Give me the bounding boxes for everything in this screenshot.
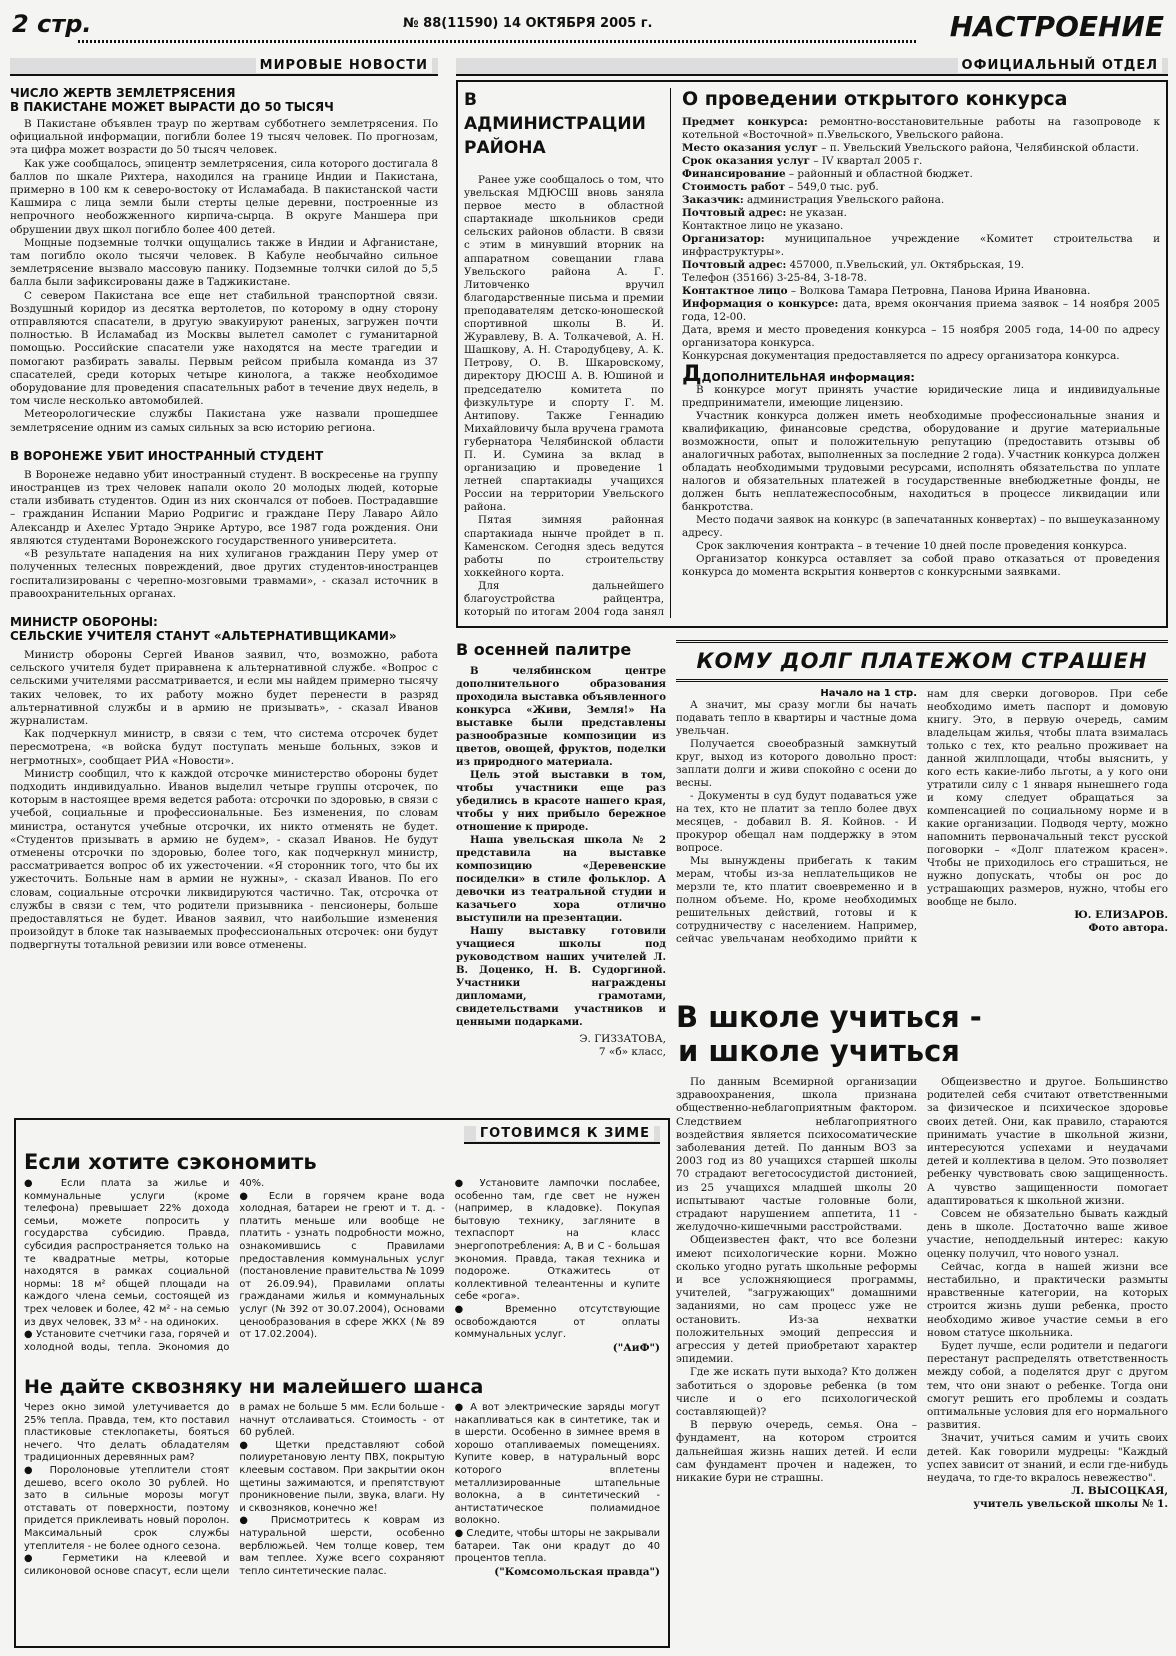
rubric-world-news: МИРОВЫЕ НОВОСТИ	[10, 58, 438, 76]
article-body	[10, 118, 438, 435]
paragraph: ● Временно отсутствующие освобождаются от оплаты коммунальных услуг.	[454, 1303, 660, 1341]
contest-value: Телефон (35166) 3-25-84, 3-18-78.	[682, 272, 867, 284]
article-title: В школе учиться -	[676, 1000, 982, 1034]
paragraph: Ранее уже сообщалось о том, что увельская МДЮСШ вновь заняла первое место в областной спартакиаде школьников среди сельских районов области. В связи с этим в минувший вторник на аппаратном совещании глава Увельского района А. Г. Литовченко вручил благодарственные письма и премии преподавателям детско-юношеской спортивной школы В. И. Журавлеву, В. А. Толкачевой, А. Н. Шашкову, А. Н. Стародубцеву, А. К. Петрову, О. В. Шкаровскому, директору ДЮСШ А. В. Юшиной и председателю комитета по физкультуре и спорту Г. М. Антипову. Также Геннадию Михайловичу была вручена грамота губернатора Челябинской области П. И. Сумина за вклад в организацию и проведение 1 летней спартакиады учащихся России на территории Увельского района.	[464, 174, 664, 514]
paragraph: По данным Всемирной организации здравоохранения, школа признана общественно-неблагоприятным фактором. Следствием неблагоприятного воздействия является психосоматические заболевания детей. По данным ВОЗ за 2003 год из 80 учащихся старшей школы 70 страдают вегетососудистой дистонией, из 25 учащихся младшей школы 20 испытывают частые головные боли, страдают нарушением аппетита, 11 - желудочно-кишечными расстройствами.	[676, 1076, 917, 1234]
paragraph: ● Поролоновые утеплители стоят дешево, всего около 30 рублей. Но зато в сильные морозы могут отставать от поверхности, поэтому придется приклеивать новый поролон. Максимальный срок службы утеплителя - не более одного сезона.	[24, 1464, 230, 1552]
article-title: Если хотите сэкономить	[24, 1150, 317, 1174]
paragraph: Где же искать пути выхода? Кто должен заботиться о здоровье ребенка (в том числе и о его психологической составляющей)?	[676, 1366, 917, 1419]
contest-line	[682, 168, 1160, 181]
article-title: ЧИСЛО ЖЕРТВ ЗЕМЛЕТРЯСЕНИЯ	[10, 86, 236, 100]
contest-line	[682, 155, 1160, 168]
paragraph: ● Если в горячем кране вода холодная, батареи не греют и т. д. - платить меньше или вообще не платить - узнать подробности можно, ознакомившись с Правилами предоставления коммунальных услуг (постановление правительства № 1099 от 26.09.94), Правилами оплаты гражданами жилья и коммунальных услуг (№ 392 от 30.07.2004), Основами ценообразования в сфере ЖКХ (№ 89 от 17.02.2004).	[239, 1190, 445, 1341]
paragraph: Метеорологические службы Пакистана уже назвали прошедшее землетрясение одним из самых сильных за всю историю региона.	[10, 408, 438, 434]
paragraph: Как уже сообщалось, эпицентр землетрясения, сила которого достигала 8 баллов по шкале Рихтера, находился на границе Индии и Пакистана, примерно в 100 км к северо-востоку от Исламабада. В пакистанской части Кашмира с лица земли были стерты целые деревни, построенные из непрочного необожженного кирпича-сырца. В округе Маншера при обрушении двух школ погибло более 400 детей.	[10, 157, 438, 236]
contest-details	[682, 116, 1160, 363]
contest-value: – п. Увельский Увельского района, Челябинской области.	[817, 142, 1139, 154]
page-number: 2 стр.	[12, 10, 92, 38]
paragraph: ● Следите, чтобы шторы не закрывали батареи. Так они крадут до 40 процентов тепла.	[454, 1527, 660, 1565]
school-article	[676, 1000, 1168, 1650]
paragraph: В Воронеже недавно убит иностранный студент. В воскресенье на группу иностранцев из трех человек напали около 20 молодых людей, которые стали избивать студентов. Один из них скончался от побоев. Пострадавшие – гражданин Испании Марио Родригис и граждане Перу Лаваро Айло Александр и Ахелес Уртадо Энрике Артуро, все 1987 года рождения. Они являются студентами Воронежского государственного университета.	[10, 468, 438, 547]
paragraph: ● Установите счетчики газа, горячей и холодной воды, тепла. Экономия до 40%.	[24, 1178, 265, 1353]
paragraph: Мы вынуждены прибегать к таким мерам, чтобы из-за неплательщиков не мерзли те, кто платит своевременно и в полном объеме. Но, кроме необходимых решительных действий, готовы и к сотрудничеству с населением. Например, сейчас увельчанам необходимо прийти к нам для сверки договоров. При себе необходимо иметь паспорт и домовую книгу. Это, в первую очередь, самим владельцам жилья, чтобы плата взималась только с тех, кто реально проживает на данной жилплощади, чтобы выяснить, у кого есть какие-либо льготы, а у кого они утратили силу с 1 января нынешнего года и кому следует обращаться за компенсацией по социальному норме и в какие организации. Подводя черту, можно напомнить первоначальный текст русской поговорки – «Долг платежом красен». Чтобы не приходилось его страшиться, не нужно допускать, чтобы он рос до устрашающих размеров, нужно, чтобы его вообще не было.	[676, 688, 1168, 945]
signature: Ю. ЕЛИЗАРОВ.	[1074, 909, 1168, 921]
paragraph: Значит, учиться самим и учить своих детей. Как говорили мудрецы: "Каждый успех зависит от знаний, и если где-нибудь неудача, то где-то вкралось невежество".	[927, 1432, 1168, 1485]
photo-credit: Фото автора.	[1088, 922, 1168, 934]
contest-line	[682, 259, 1160, 272]
drop-letter: Д	[682, 362, 702, 387]
article-body	[682, 384, 1160, 579]
contest-line	[682, 350, 1160, 363]
contest-value: Дата, время и место проведения конкурса – 15 ноября 2005 года, 14-00 по адресу организатора конкурса.	[682, 324, 1160, 349]
signature: учитель увельской школы № 1.	[973, 1498, 1168, 1511]
paragraph: Министр сообщил, что к каждой отсрочке министерство обороны будет подходить индивидуально. Иванов выделил четыре группы отсрочек, по которым в настоящее время ведется работа: отсрочки по здоровью, в связи с учебой, социальные и профессиональные. Без изменения, по словам министра, останутся учебные отсрочки, их никто отменять не будет. «Студентов призывать в армию не будем», - сказал Иванов. Не будут отменены отсрочки по здоровью, более того, как подчеркнул министр, рассматривается вопрос об их ужесточении. «Я сторонник того, что бы их ужесточить. Больные нам в армии не нужны», - сказал Иванов. По его словам, социальные отсрочки ликвидируются частично. Так, отсрочка от службы в связи с тем, что родители призывника - пенсионеры, больше предоставляться не будет. Иванов заявил, что наибольшие изменения произойдут в блоке так называемых профессиональных отсрочек: они будут подвергнуты тотальной ревизии или вовсе отменены.	[10, 767, 438, 952]
paragraph: ● Установите лампочки послабее, особенно там, где свет не нужен (например, в кладовке). Покупая бытовую технику, загляните в техпаспорт на класс энергопотребления: А, В и С - большая экономия. Правда, такая техника и подороже. Откажитесь от коллективной телеантенны и купите себе «рога».	[454, 1178, 660, 1303]
contest-value: – Волкова Тамара Петровна, Панова Ирина Ивановна.	[787, 285, 1091, 297]
paragraph: «В результате нападения на них хулиганов гражданин Перу умер от полученных телесных повреждений, двое других студентов-иностранцев госпитализированы с черепно-мозговыми травмами», - сказал источник в правоохранительных органах.	[10, 548, 438, 600]
article-title: В ПАКИСТАНЕ МОЖЕТ ВЫРАСТИ ДО 50 ТЫСЯЧ	[10, 100, 334, 114]
source-credit: ("АиФ")	[612, 1341, 660, 1354]
contest-value: Конкурсная документация предоставляется по адресу организатора конкурса.	[682, 350, 1120, 362]
contest-key: Почтовый адрес:	[682, 207, 787, 219]
paragraph: ● Щетки представляют собой полиуретановую ленту ПВХ, покрытую клеевым составом. При закрытии окон щетины зажимаются, и препятствуют проникновение пыли, звука, влаги. Ну и сквозняков, конечно же!	[239, 1439, 445, 1514]
article-body	[464, 174, 664, 620]
article-title: Не дайте сквозняку ни малейшего шанса	[24, 1376, 484, 1398]
contest-line	[682, 181, 1160, 194]
contest-value: дата, время окончания приема заявок – 14 ноября 2005 года, 12-00.	[682, 298, 1160, 323]
contest-key: Финансирование	[682, 168, 786, 180]
paragraph: Получается своеобразный замкнутый круг, выход из которого довольно прост: заплати долги и живи спокойно с осени до весны.	[676, 738, 917, 789]
column-divider	[670, 88, 671, 618]
paragraph: Как подчеркнул министр, в связи с тем, что система отсрочек будет пересмотрена, «в войска будут поступать меньше больных, зэков и негрмотных», сообщает РИА «Новости».	[10, 728, 438, 767]
paragraph: Будет лучше, если родители и педагоги перестанут распределять ответственность между собой, а поделятся друг с другом тем, что они знают о ребенке. Тогда они смогут решить его проблемы и создать оптимальные условия для его нормального развития.	[927, 1340, 1168, 1432]
contest-line	[682, 298, 1160, 324]
paragraph: Участник конкурса должен иметь необходимые профессиональные знания и квалификацию, финансовые средства, оборудование и другие материальные возможности, опыт и положительную репутацию (предоставить отзывы об аналогичных работах, выполненных за последние 2 года). Участник конкурса должен обладать необходимыми трудовыми ресурсами, исполнять обязательства по уплате налогов и обязательных платежей в государственные внебюджетные фонды, не должен быть неплатежеспособным, находиться в процессе ликвидации или банкротства.	[682, 410, 1160, 513]
paragraph: Место подачи заявок на конкурс (в запечатанных конвертах) – по вышеуказанному адресу.	[682, 514, 1160, 539]
paragraph: С севером Пакистана все еще нет стабильной транспортной связи. Воздушный коридор из десятка вертолетов, по которому в одну сторону отправляются спасатели, в другую эвакуируют раненых, загружен почти полностью. В Исламабад из Москвы вылетел самолет с гуманитарной помощью. Российские спасатели уже находятся на месте трагедии и помогают разбирать завалы. Первым рейсом прибыла команда из 37 спасателей, среди которых четыре кинолога, а также необходимое оборудование для проведения спасательных работ в течение двух недель, в том числе несколько автомобилей.	[10, 289, 438, 408]
paragraph: Общеизвестен факт, что все болезни имеют психологические корни. Можно сколько угодно ругать школьные реформы и все усложняющиеся программы, учителей, "загружающих" домашними заданиями, но сам процесс уже не остановить. Из-за нехватки положительных эмоций депрессия и агрессия у детей приобретают характер эпидемии.	[676, 1234, 917, 1366]
paragraph: Общеизвестно и другое. Большинство родителей себя считают ответственными за физическое и психическое здоровье своих детей. Они, как правило, стараются принимать участие в школьной жизни, интересуются успехами и неудачами детей и коллектива в целом. Это позволяет ребенку чувствовать свою защищенность. А чувство защищенности помогает адаптироваться к школьной жизни.	[927, 1076, 1168, 1207]
paragraph: Срок заключения контракта – в течение 10 дней после проведения конкурса.	[696, 540, 1127, 552]
article-title: В ВОРОНЕЖЕ УБИТ ИНОСТРАННЫЙ СТУДЕНТ	[10, 448, 324, 463]
contest-line	[682, 207, 1160, 220]
paragraph: ● Герметики на клеевой и силиконовой основе спасут, если щели в рамах не больше 5 мм. Если больше - начнут отслаиваться. Стоимость - от 60 рублей.	[24, 1402, 445, 1577]
contest-value: Контактное лицо не указано.	[682, 220, 844, 232]
contest-value: администрация Увельского района.	[743, 194, 945, 206]
extra-info-label: ДОПОЛНИТЕЛЬНАЯ информация:	[701, 371, 915, 384]
issue-line: № 88(11590) 14 ОКТЯБРЯ 2005 г.	[403, 16, 653, 31]
article-title: В осенней палитре	[456, 640, 632, 659]
rubric-official: ОФИЦИАЛЬНЫЙ ОТДЕЛ	[456, 58, 1168, 76]
article-body	[676, 688, 1168, 946]
admin-article	[464, 88, 664, 620]
paragraph: Совсем не обязательно бывать каждый день в школе. Достаточно ваше живое участие, неподдельный интерес: какую оценку получил, что нового узнал.	[927, 1208, 1168, 1260]
contest-value: ремонтно-восстановительные работы на газопроводе к котельной «Восточной» п.Увельского, Увельского района.	[682, 116, 1160, 141]
paragraph: - Документы в суд будут подаваться уже на тех, кто не платит за тепло более двух месяцев, - добавил В. Я. Койнов. - И прокурор обещал нам поддержку в этом вопросе.	[676, 790, 917, 854]
contest-line	[682, 116, 1160, 142]
paragraph: Министр обороны Сергей Иванов заявил, что, возможно, работа сельского учителя будет приравнена к альтернативной службе. «Вопрос с сельскими учителями рассматривается, и если мы найдем примерно тысячу таких человек, то их работу можно будет перенести в разряд альтернативной службы и в армию не призывать», - сказал Иванов журналистам.	[10, 648, 438, 727]
contest-line	[682, 233, 1160, 259]
contest-key: Почтовый адрес:	[682, 259, 787, 271]
contest-key: Информация о конкурсе:	[682, 298, 839, 310]
article-body	[24, 1402, 660, 1579]
paragraph: В первую очередь, семья. Она – фундамент, на котором строится дальнейшая жизнь наших детей. И если сам фундамент прочен и надежен, то никакие бури не страшны.	[676, 1419, 917, 1485]
contest-title: О проведении открытого конкурса	[682, 88, 1068, 110]
winter-box	[14, 1118, 670, 1648]
paragraph: Через окно зимой улетучивается до 25% тепла. Правда, тем, кто поставил пластиковые стеклопакеты, бояться нечего. Что делать обладателям традиционных деревянных рам?	[24, 1402, 230, 1464]
contest-line	[682, 324, 1160, 350]
paragraph: Сейчас, когда в нашей жизни все нестабильно, и практически размыты нравственные категории, на которых строится жизнь души ребенка, просто необходимо живое участие семьи в его новом статусе школьника.	[927, 1260, 1168, 1339]
extra-info-title	[682, 362, 1160, 387]
official-section	[456, 58, 1168, 628]
debt-article	[676, 640, 1168, 990]
paragraph: В конкурсе могут принять участие юридические лица и индивидуальные предприниматели, имеющие лицензию.	[682, 384, 1160, 409]
article-body	[456, 665, 666, 1029]
signature: 7 «б» класс,	[598, 1046, 666, 1058]
signature: Э. ГИЗЗАТОВА,	[579, 1033, 666, 1045]
paragraph: Нашу выставку готовили учащиеся школы под руководством наших учителей Л. В. Доценко, Н. В. Судоргиной. Участники награждены дипломами, грамотами, свидетельствами участников и ценными подарками.	[456, 926, 666, 1028]
rubric-winter: ГОТОВИМСЯ К ЗИМЕ	[464, 1126, 660, 1144]
paragraph: Цель этой выставки в том, чтобы участники еще раз убедились в красоте нашего края, чтобы у них прибыло бережное отношение к природе.	[456, 770, 666, 833]
contest-value: – IV квартал 2005 г.	[810, 155, 923, 167]
contest-value: – 549,0 тыс. руб.	[785, 181, 879, 193]
contest-value: не указан.	[786, 207, 847, 219]
article-body	[676, 1076, 1168, 1511]
contest-key: Место оказания услуг	[682, 142, 818, 154]
paragraph: ● Если плата за жилье и коммунальные услуги (кроме телефона) превышает 22% дохода семьи, можете попросить у государства субсидию. Правда, субсидия распространяется только на те квадратные метры, которые находятся в рамках социальной нормы: 18 м² общей площади на каждого члена семьи, состоящей из трех человек и более, 42 м² - на семью из двух человек, 33 м² - на одиноких.	[24, 1178, 230, 1328]
contest-line	[682, 142, 1160, 155]
contest-key: Предмет конкурса:	[682, 116, 808, 128]
source-credit: ("Комсомольская правда")	[494, 1565, 660, 1578]
contest-line	[682, 285, 1160, 298]
article-title: СЕЛЬСКИЕ УЧИТЕЛЯ СТАНУТ «АЛЬТЕРНАТИВЩИКАМИ»	[10, 628, 397, 643]
paragraph: Мощные подземные толчки ощущались также в Индии и Афганистане, там погибло около тысячи человек. В Кабуле необычайно сильное землетрясение вызвало массовую панику. Подземные толчки силой до 5,5 балла были зафиксированы даже в Таджикистане.	[10, 236, 438, 289]
section-title: НАСТРОЕНИЕ	[949, 10, 1164, 43]
paragraph: В Пакистане объявлен траур по жертвам субботнего землетрясения. По официальной информации, погибли более 19 тысяч человек. По прогнозам, эта цифра может возрасти до 50 тысяч человек.	[10, 118, 438, 157]
contest-value: 457000, п.Увельский, ул. Октябрьская, 19.	[786, 259, 1025, 271]
masthead	[8, 10, 1168, 46]
article-title: В АДМИНИСТРАЦИИ РАЙОНА	[464, 90, 646, 158]
contest-key: Заказчик:	[682, 194, 744, 206]
contest-line	[682, 272, 1160, 285]
paragraph: Наша увельская школа № 2 представила на выставке композицию «Деревенские посиделки» в стиле фольклор. А девочки из театральной студии и казачьего хора отлично выступили на презентации.	[456, 835, 666, 924]
article-title: КОМУ ДОЛГ ПЛАТЕЖОМ СТРАШЕН	[676, 640, 1168, 682]
article-body	[10, 649, 438, 953]
article-body	[24, 1178, 660, 1355]
paragraph: В челябинском центре дополнительного образования проходила выставка объявленного конкурса «Живи, Земля!» На выставке были представлены разнообразные композиции из цветов, овощей, фруктов, поделки из природного материала.	[456, 666, 666, 768]
masthead-rule	[78, 40, 918, 43]
autumn-article	[456, 640, 666, 1058]
contest-value: – районный и областной бюджет.	[785, 168, 973, 180]
continued-note: Начало на 1 стр.	[820, 688, 917, 699]
contest-key: Контактное лицо	[682, 285, 788, 297]
article-title: и школе учиться	[678, 1034, 960, 1068]
contest-value: муниципальное учреждение «Комитет строительства и инфраструктуры».	[682, 233, 1160, 258]
article-body	[10, 469, 438, 601]
contest-key: Стоимость работ	[682, 181, 786, 193]
world-news	[10, 58, 438, 1080]
paragraph: Для дальнейшего благоустройства райцентра, который по итогам 2004 года занял	[464, 579, 664, 619]
signature: Л. ВЫСОЦКАЯ,	[1071, 1485, 1168, 1498]
paragraph: Организатор конкурса оставляет за собой право отказаться от проведения конкурса до момента вскрытия конвертов с конкурсными заявками.	[682, 553, 1160, 578]
contest-line	[682, 194, 1160, 207]
contest-key: Организатор:	[682, 233, 765, 245]
contest-key: Срок оказания услуг	[682, 155, 811, 167]
paragraph: Пятая зимняя районная спартакиада нынче пройдет в п. Каменском. Сегодня здесь ведутся работы по строительству хоккейного корта.	[464, 514, 664, 579]
contest-line	[682, 220, 1160, 233]
article-title: МИНИСТР ОБОРОНЫ:	[10, 614, 158, 629]
paragraph: ● Присмотритесь к коврам из натуральной шерсти, особенно верблюжьей. Чем толще ковер, тем вам теплее. Хуже всего сохраняют тепло синтетические палас.	[239, 1515, 445, 1577]
paragraph: ● А вот электрические заряды могут накапливаться как в синтетике, так и в шерсти. Особенно в зимнее время в хорошо отапливаемых помещениях. Купите ковер, в натуральный ворс которого вплетены металлизированные штапельные волокна, а в синтетический - антистатическое полиамидное волокно.	[454, 1402, 660, 1527]
paragraph: А значит, мы сразу могли бы начать подавать тепло в квартиры и частные дома увельчан.	[676, 699, 917, 737]
contest-article	[682, 88, 1160, 622]
